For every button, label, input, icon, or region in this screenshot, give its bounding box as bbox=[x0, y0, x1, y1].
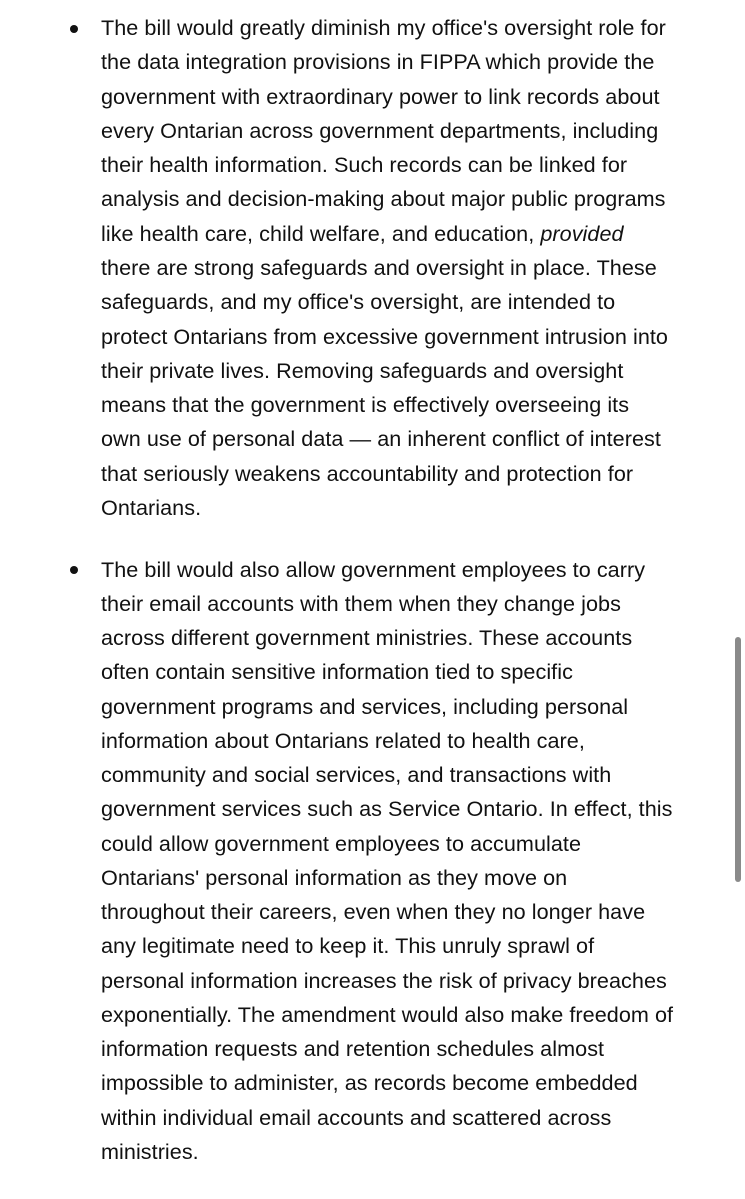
text-line: there are strong safeguards and oversight in place. These bbox=[101, 255, 657, 280]
text-line: their email accounts with them when they change jobs bbox=[101, 591, 621, 616]
text-line: means that the government is effectively overseeing its bbox=[101, 392, 630, 417]
text-line: the data integration provisions in FIPPA which provide the bbox=[101, 49, 655, 74]
text-line: could allow government employees to accumulate bbox=[101, 831, 582, 856]
text-line: impossible to administer, as records become embedded bbox=[101, 1070, 638, 1095]
text-line: government services such as Service Ontario. In effect, this bbox=[101, 796, 673, 821]
text-line: protect Ontarians from excessive government intrusion into bbox=[101, 324, 668, 349]
text-line: throughout their careers, even when they no longer have bbox=[101, 899, 646, 924]
text-segment: like health care, child welfare, and education, bbox=[101, 221, 541, 246]
text-line: often contain sensitive information tied to specific bbox=[101, 659, 573, 684]
text-line: The bill would also allow government employees to carry bbox=[101, 557, 646, 582]
text-line: safeguards, and my office's oversight, are intended to bbox=[101, 289, 616, 314]
text-line: Ontarians' personal information as they move on bbox=[101, 865, 568, 890]
text-line: exponentially. The amendment would also make freedom of bbox=[101, 1002, 674, 1027]
text-line: that seriously weakens accountability and protection for bbox=[101, 461, 634, 486]
text-line: any legitimate need to keep it. This unruly sprawl of bbox=[101, 933, 595, 958]
text-line: personal information increases the risk of privacy breaches bbox=[101, 968, 667, 993]
text-line: across different government ministries. These accounts bbox=[101, 625, 633, 650]
text-line: government programs and services, including personal bbox=[101, 694, 629, 719]
text-line: own use of personal data — an inherent conflict of interest bbox=[101, 426, 661, 451]
text-line: ministries. bbox=[101, 1139, 199, 1164]
text-line: Ontarians. bbox=[101, 495, 202, 520]
text-line bbox=[101, 217, 624, 251]
text-line: information requests and retention schedules almost bbox=[101, 1036, 605, 1061]
bullet-icon bbox=[70, 25, 78, 33]
bullet-icon bbox=[70, 566, 78, 574]
text-line: information about Ontarians related to health care, bbox=[101, 728, 585, 753]
text-line: their health information. Such records can be linked for bbox=[101, 152, 628, 177]
text-line: community and social services, and transactions with bbox=[101, 762, 612, 787]
text-line: their private lives. Removing safeguards and oversight bbox=[101, 358, 624, 383]
emphasized-word: provided bbox=[540, 221, 624, 246]
text-line: every Ontarian across government departments, including bbox=[101, 118, 659, 143]
scrollbar-thumb[interactable] bbox=[735, 637, 741, 882]
text-line: The bill would greatly diminish my office's oversight role for bbox=[101, 15, 666, 40]
text-line: within individual email accounts and scattered across bbox=[101, 1105, 612, 1130]
text-line: analysis and decision-making about major public programs bbox=[101, 186, 666, 211]
text-line: government with extraordinary power to link records about bbox=[101, 84, 660, 109]
